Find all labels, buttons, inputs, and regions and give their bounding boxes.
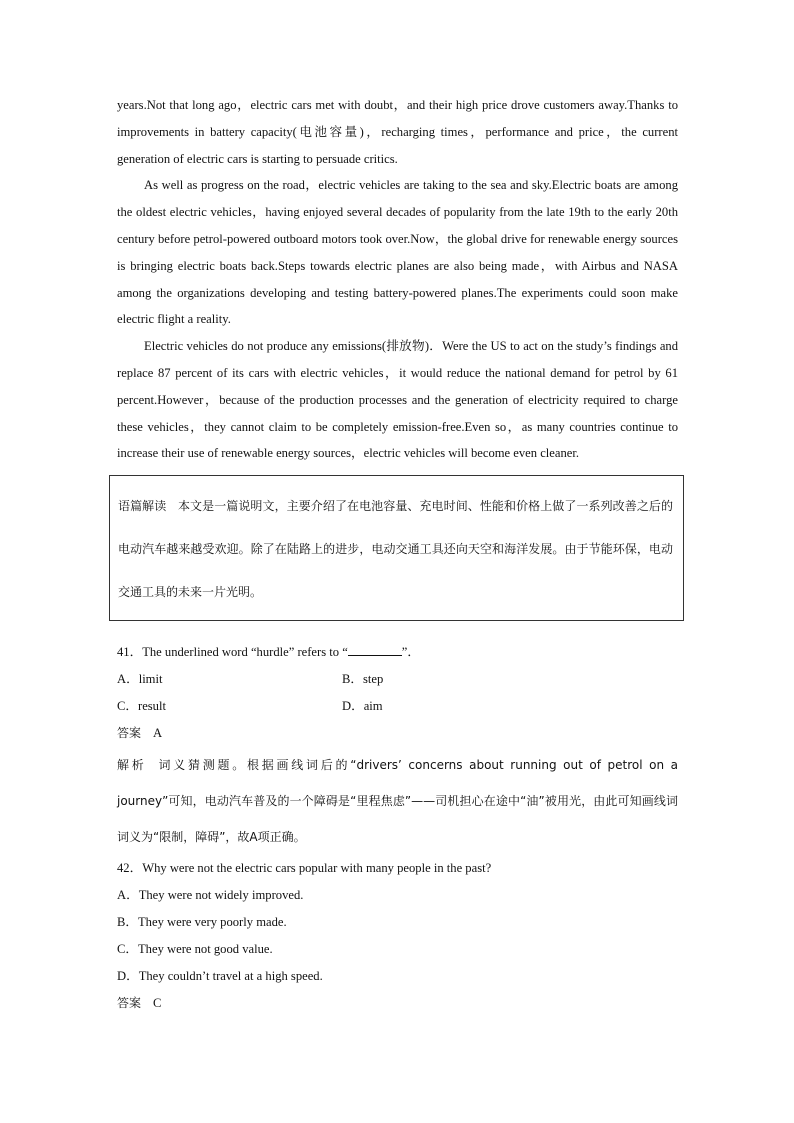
discourse-analysis-box	[109, 475, 684, 621]
option-b: B．They were very poorly made.	[117, 915, 287, 930]
question-42-stem: 42．Why were not the electric cars popular with many people in the past?	[117, 861, 492, 876]
question-41	[117, 639, 678, 855]
option-c: C．result	[117, 699, 166, 714]
passage-paragraph-2: As well as progress on the road，electric vehicles are taking to the sea and sky.Electric boats are among the oldest electric vehicles，having enjoyed several decades of popularity from the late 19th to the early 20th century before petrol-powered outboard motors took over.Now，the global drive for renewable energy sources is bringing electric boats back.Steps towards electric planes are also being made，with Airbus and NASA among the organizations developing and testing battery-powered planes.The experiments could soon make electric flight a reality.	[117, 178, 678, 327]
question-42	[117, 855, 678, 1017]
answer-value: C	[153, 996, 162, 1011]
option-b: B．step	[342, 672, 384, 687]
answer-label: 答案	[117, 726, 142, 741]
explanation-label: 解析	[117, 758, 147, 773]
passage-paragraph-3: Electric vehicles do not produce any emissions(排放物)．Were the US to act on the study’s findings and replace 87 percent of its cars with electric vehicles，it would reduce the national demand for petrol by 61 percent.However，because of the production processes and the generation of electricity required to charge these vehicles，they cannot claim to be completely emission-free.Even so，as many countries continue to increase their use of renewable energy sources，electric vehicles will become even cleaner.	[117, 339, 678, 461]
analysis-text: 本文是一篇说明文，主要介绍了在电池容量、充电时间、性能和价格上做了一系列改善之后的电动汽车越来越受欢迎。除了在陆路上的进步，电动交通工具还向天空和海洋发展。由于节能环保，电动交通工具的未来一片光明。	[118, 499, 673, 600]
option-d: D．They couldn’t travel at a high speed.	[117, 969, 323, 984]
page-content	[117, 92, 678, 1017]
question-41-options-row-2	[117, 693, 678, 720]
option-c: C．They were not good value.	[117, 942, 273, 957]
option-d: D．aim	[342, 699, 383, 714]
question-41-options-row-1	[117, 666, 678, 693]
option-a: A．They were not widely improved.	[117, 888, 304, 903]
passage-paragraph-1: years.Not that long ago，electric cars met with doubt，and their high price drove customers away.Thanks to improvements in battery capacity(电池容量)，recharging times，performance and price，the current generation of electric cars is starting to persuade critics.	[117, 98, 678, 166]
explanation-text: 词义猜测题。根据画线词后的“drivers’ concerns about running out of petrol on a journey”可知，电动汽车普及的一个障碍是“里程焦虑”——司机担心在途中“油”被用光，由此可知画线词词义为“限制，障碍”，故A项正确。	[117, 758, 678, 845]
answer-label: 答案	[117, 996, 142, 1011]
question-41-explanation	[117, 747, 678, 855]
analysis-label: 语篇解读	[118, 499, 167, 514]
answer-blank	[348, 643, 402, 656]
option-a: A．limit	[117, 672, 163, 687]
question-41-stem: 41．The underlined word “hurdle” refers to “ ”．	[117, 645, 420, 660]
question-42-answer	[117, 990, 678, 1017]
answer-value: A	[153, 726, 163, 741]
question-41-answer	[117, 720, 678, 747]
